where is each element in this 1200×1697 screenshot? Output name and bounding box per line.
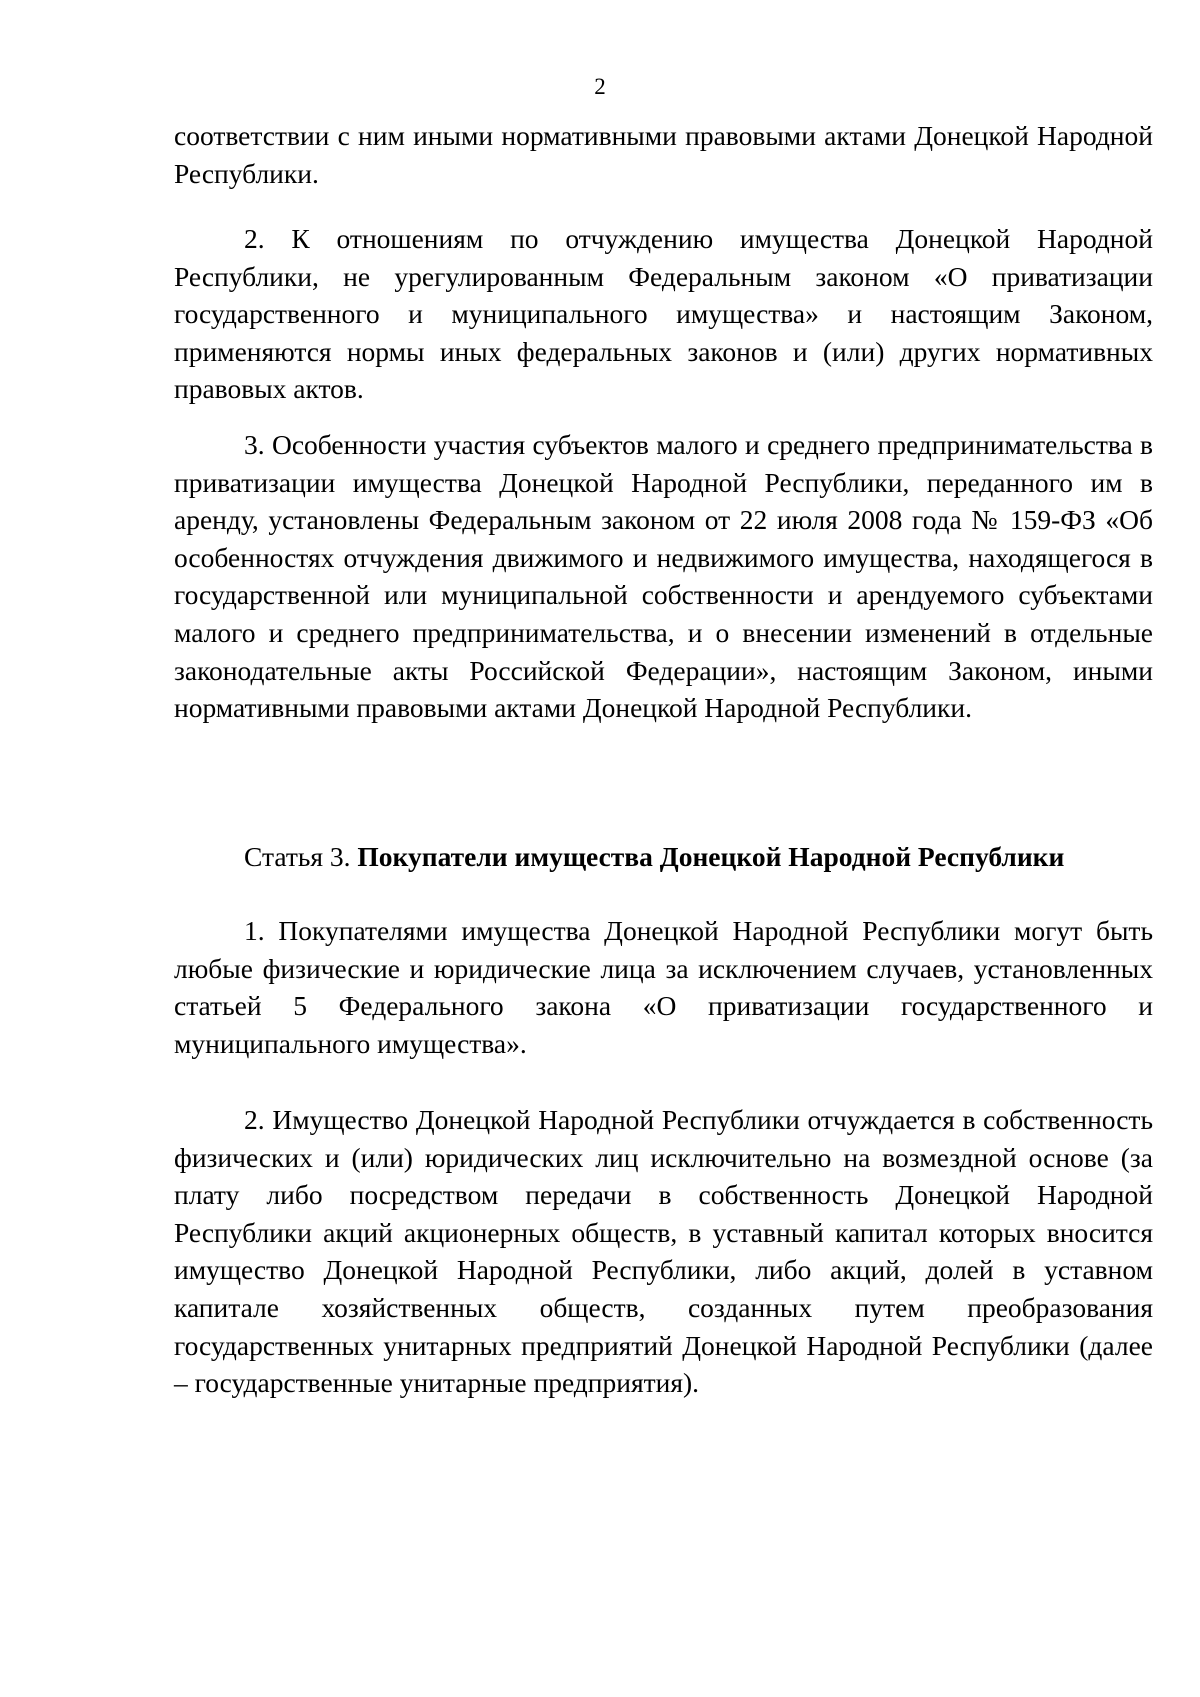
continuation-paragraph: соответствии с ним иными нормативными правовыми актами Донецкой Народной Республики. (174, 120, 1153, 189)
paragraph-block (174, 912, 1153, 1062)
article-label: Статья 3. (244, 841, 351, 872)
article-heading (244, 838, 1174, 876)
article-title: Покупатели имущества Донецкой Народной Республики (357, 841, 1065, 872)
continuation-block (174, 117, 1153, 192)
paragraph-block (174, 220, 1153, 408)
paragraph-block (174, 1101, 1153, 1402)
article-paragraph-2: 2. Имущество Донецкой Народной Республики отчуждается в собственность физических и (или) юридических лиц исключительно на возмездной основе (за плату либо посредством передачи в собственность Донецкой Народной Республики акций акционерных обществ, в уставный капитал которых вносится имущество Донецкой Народной Республики, либо акций, долей в уставном капитале хозяйственных обществ, созданных путем преобразования государственных унитарных предприятий Донецкой Народной Республики (далее – государственные унитарные предприятия). (174, 1104, 1153, 1399)
paragraph-block (174, 426, 1153, 727)
paragraph-3: 3. Особенности участия субъектов малого и среднего предпринимательства в приватизации имущества Донецкой Народной Республики, переданного им в аренду, установлены Федеральным законом от 22 июля 2008 года № 159-ФЗ «Об особенностях отчуждения движимого и недвижимого имущества, находящегося в государственной или муниципальной собственности и арендуемого субъектами малого и среднего предпринимательства, и о внесении изменений в отдельные законодательные акты Российской Федерации», настоящим Законом, иными нормативными правовыми актами Донецкой Народной Республики. (174, 429, 1153, 724)
page-number: 2 (594, 74, 606, 99)
paragraph-2: 2. К отношениям по отчуждению имущества Донецкой Народной Республики, не урегулированным Федеральным законом «О приватизации государственного и муниципального имущества» и настоящим Законом, применяются нормы иных федеральных законов и (или) других нормативных правовых актов. (174, 223, 1153, 405)
article-paragraph-1: 1. Покупателями имущества Донецкой Народной Республики могут быть любые физические и юридические лица за исключением случаев, установленных статьей 5 Федерального закона «О приватизации государственного и муниципального имущества». (174, 915, 1153, 1059)
